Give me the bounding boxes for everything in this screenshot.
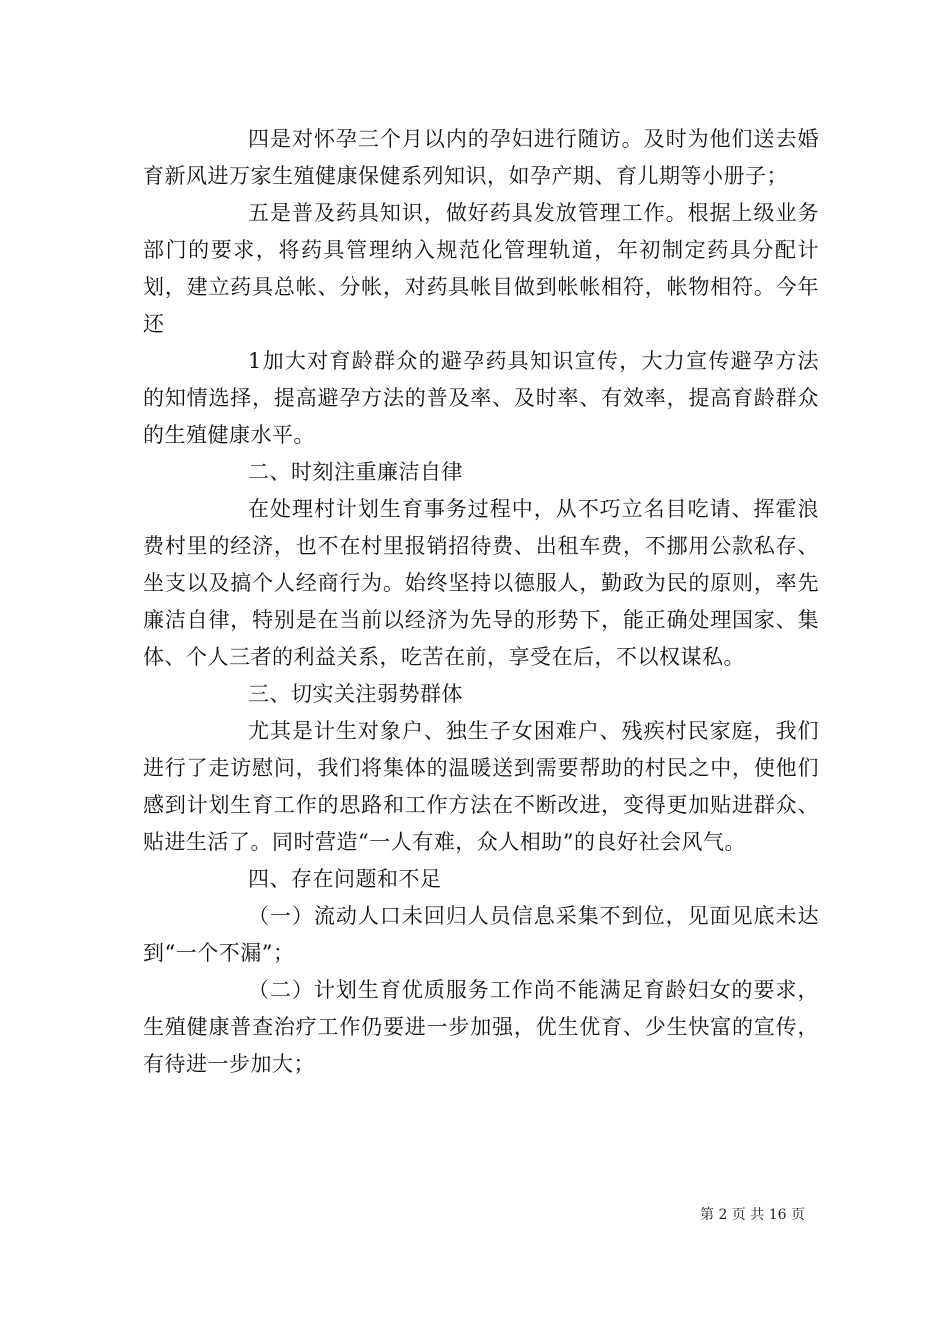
paragraph-vulnerable-groups: 尤其是计生对象户、独生子女困难户、残疾村民家庭，我们进行了走访慰问，我们将集体的温暖送到需要帮助的村民之中，使他们感到计划生育工作的思路和工作方法在不断改进，变得更加贴进群众、贴进生活了。同时营造“一人有难，众人相助”的良好社会风气。	[143, 719, 819, 854]
paragraph-problem-2: （二）计划生育优质服务工作尚不能满足育龄妇女的要求，生殖健康普查治疗工作仍要进一步加强，优生优育、少生快富的宣传，有待进一步加大；	[143, 978, 819, 1076]
paragraph-contraceptive-publicity: 1加大对育龄群众的避孕药具知识宣传，大力宣传避孕方法的知情选择，提高避孕方法的普及率、及时率、有效率，提高育龄群众的生殖健康水平。	[143, 349, 819, 447]
paragraph-integrity: 在处理村计划生育事务过程中，从不巧立名目吃请、挥霍浪费村里的经济，也不在村里报销招待费、出租车费，不挪用公款私存、坐支以及搞个人经商行为。始终坚持以德服人，勤政为民的原则，率先廉洁自律，特别是在当前以经济为先导的形势下，能正确处理国家、集体、个人三者的利益关系，吃苦在前，享受在后，不以权谋私。	[143, 497, 819, 669]
page-footer: 第 2 页 共 16 页	[700, 1207, 805, 1223]
heading-problems: 四、存在问题和不足	[248, 867, 442, 891]
paragraph-contraceptive-management: 五是普及药具知识，做好药具发放管理工作。根据上级业务部门的要求，将药具管理纳入规范化管理轨道，年初制定药具分配计划，建立药具总帐、分帐，对药具帐目做到帐帐相符，帐物相符。今年还	[143, 201, 819, 336]
heading-integrity: 二、时刻注重廉洁自律	[248, 460, 463, 484]
paragraph-visit-pregnant: 四是对怀孕三个月以内的孕妇进行随访。及时为他们送去婚育新风进万家生殖健康保健系列知识，如孕产期、育儿期等小册子；	[143, 127, 819, 188]
paragraph-problem-1: （一）流动人口未回归人员信息采集不到位，见面见底未达到“一个不漏”；	[143, 904, 819, 965]
document-body	[143, 121, 819, 1083]
heading-vulnerable-groups: 三、切实关注弱势群体	[248, 682, 463, 706]
